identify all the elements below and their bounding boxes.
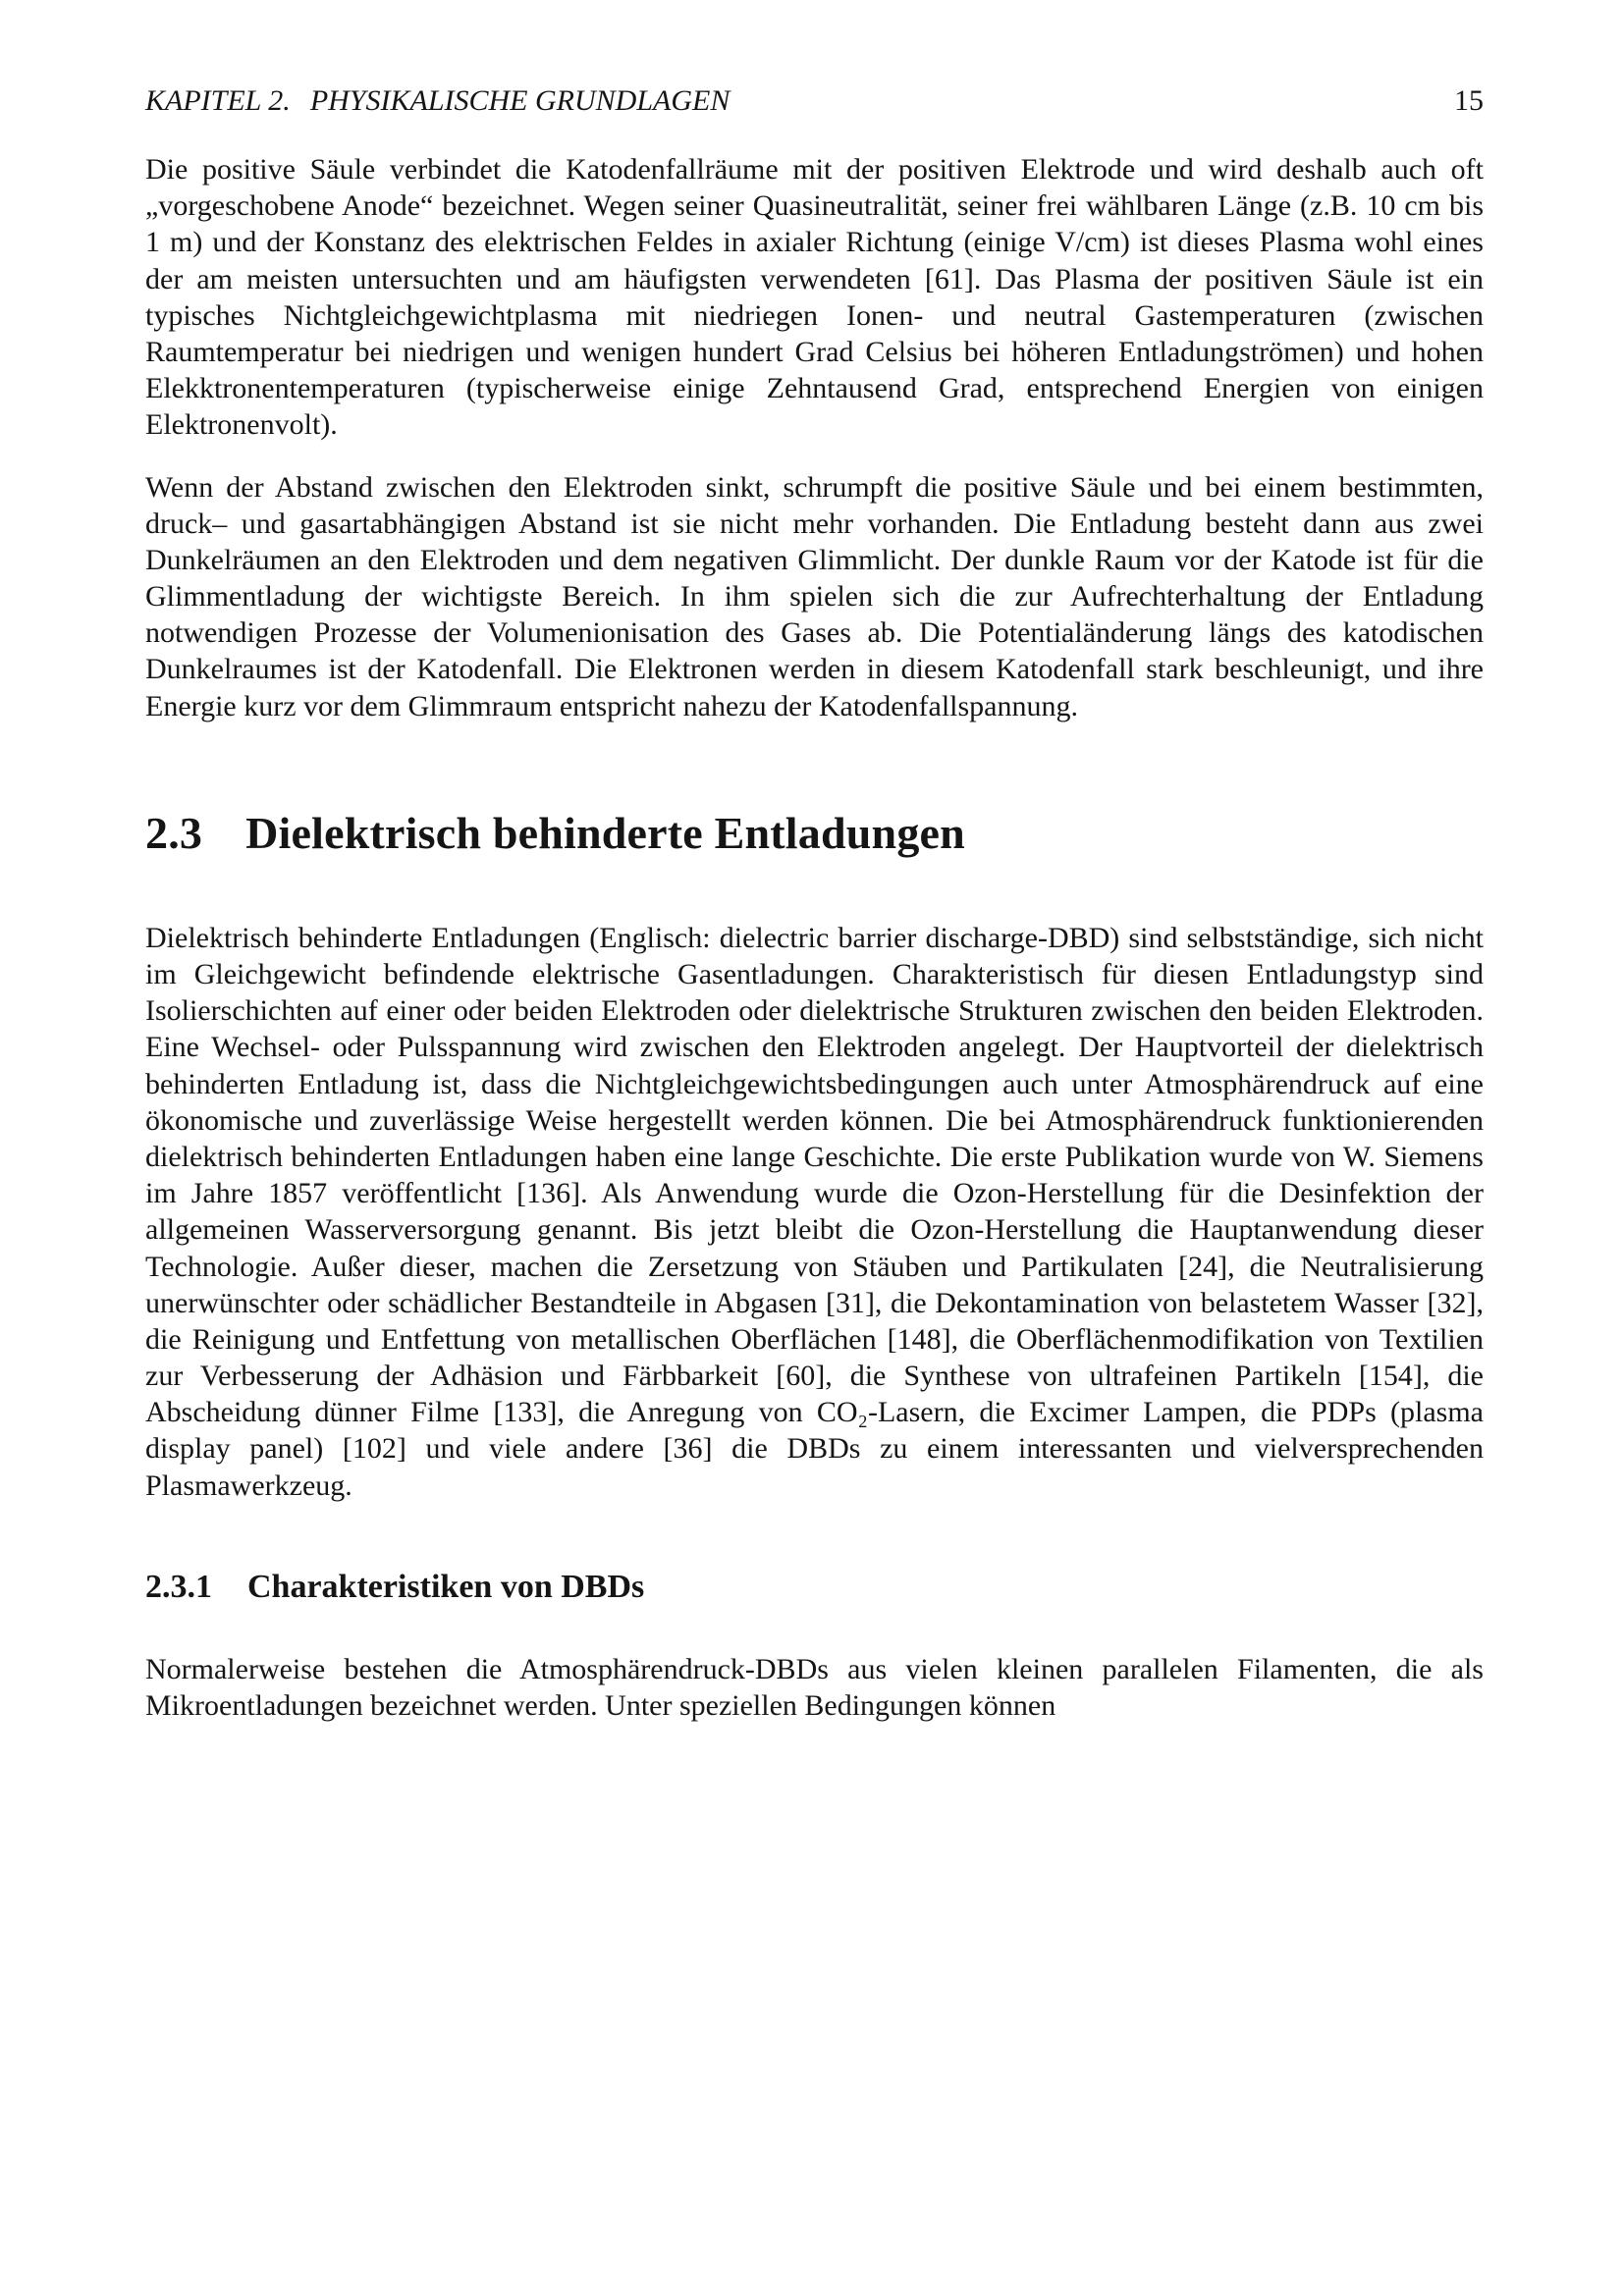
chapter-title: PHYSIKALISCHE GRUNDLAGEN xyxy=(309,84,730,117)
subsection-title: Charakteristiken von DBDs xyxy=(247,1568,645,1605)
paragraph-positive-column: Die positive Säule verbindet die Katodenfallräume mit der positiven Elektrode und wird deshalb auch oft „vorgeschobene Anode“ bezeichnet. Wegen seiner Quasineutralität, seiner frei wählbaren Länge (z.B. 10 cm bis 1 m) und der Konstanz des elektrischen Feldes in axialer Richtung (einige V/cm) ist dieses Plasma wohl eines der am meisten untersuchten und am häufigsten verwendeten [61]. Das Plasma der positiven Säule ist ein typisches Nichtgleichgewichtplasma mit niedriegen Ionen- und neutral Gastemperaturen (zwischen Raumtemperatur bei niedrigen und wenigen hundert Grad Celsius bei höheren Entladungströmen) und hohen Elekktronentemperaturen (typischerweise einige Zehntausend Grad, entsprechend Energien von einigen Elektronenvolt). xyxy=(145,153,1484,442)
chapter-reference xyxy=(145,84,730,118)
subsection-number: 2.3.1 xyxy=(145,1568,212,1605)
section-heading-2-3 xyxy=(145,807,1484,859)
section-title: Dielektrisch behinderte Entladungen xyxy=(245,807,965,858)
paragraph-filaments: Normalerweise bestehen die Atmosphärendruck-DBDs aus vielen kleinen parallelen Filamenten, die als Mikroentladungen bezeichnet werden. Unter speziellen Bedingungen können xyxy=(145,1652,1484,1722)
section-number: 2.3 xyxy=(145,807,203,858)
chapter-label: KAPITEL 2. xyxy=(145,84,291,117)
page-number: 15 xyxy=(1454,84,1484,117)
paragraph-dbd-overview: Dielektrisch behinderte Entladungen (Englisch: dielectric barrier discharge-DBD) sind selbstständige, sich nicht im Gleichgewicht befindende elektrische Gasentladungen. Charakteristisch für diesen Entladungstyp sind Isolierschichten auf einer oder beiden Elektroden oder dielektrische Strukturen zwischen den beiden Elektroden. Eine Wechsel- oder Pulsspannung wird zwischen den Elektroden angelegt. Der Hauptvorteil der dielektrisch behinderten Entladung ist, dass die Nichtgleichgewichtsbedingungen auch unter Atmosphärendruck auf eine ökonomische und zuverlässige Weise hergestellt werden können. Die bei Atmosphärendruck funktionierenden dielektrisch behinderten Entladungen haben eine lange Geschichte. Die erste Publikation wurde von W. Siemens im Jahre 1857 veröffentlicht [136]. Als Anwendung wurde die Ozon-Herstellung für die Desinfektion der allgemeinen Wasserversorgung genannt. Bis jetzt bleibt die Ozon-Herstellung die Hauptanwendung dieser Technologie. Außer dieser, machen die Zersetzung von Stäuben und Partikulaten [24], die Neutralisierung unerwünschter oder schädlicher Bestandteile in Abgasen [31], die Dekontamination von belastetem Wasser [32], die Reinigung und Entfettung von metallischen Oberflächen [148], die Oberflächenmodifikation von Textilien zur Verbesserung der Adhäsion und Färbbarkeit [60], die Synthese von ultrafeinen Partikeln [154], die Abscheidung dünner Filme [133], die Anregung von CO₂-Lasern, die Excimer Lampen, die PDPs (plasma display panel) [102] und viele andere [36] die DBDs zu einem interessanten und vielversprechenden Plasmawerkzeug. xyxy=(145,921,1484,1502)
paragraph-cathode-fall: Wenn der Abstand zwischen den Elektroden sinkt, schrumpft die positive Säule und bei einem bestimmten, druck– und gasartabhängigen Abstand ist sie nicht mehr vorhanden. Die Entladung besteht dann aus zwei Dunkelräumen an den Elektroden und dem negativen Glimmlicht. Der dunkle Raum vor der Katode ist für die Glimmentladung der wichtigste Bereich. In ihm spielen sich die zur Aufrechterhaltung der Entladung notwendigen Prozesse der Volumenionisation des Gases ab. Die Potentialänderung längs des katodischen Dunkelraumes ist der Katodenfall. Die Elektronen werden in diesem Katodenfall stark beschleunigt, und ihre Energie kurz vor dem Glimmraum entspricht nahezu der Katodenfallspannung. xyxy=(145,470,1484,722)
subsection-heading-2-3-1 xyxy=(145,1569,1484,1606)
running-header xyxy=(145,84,1484,118)
